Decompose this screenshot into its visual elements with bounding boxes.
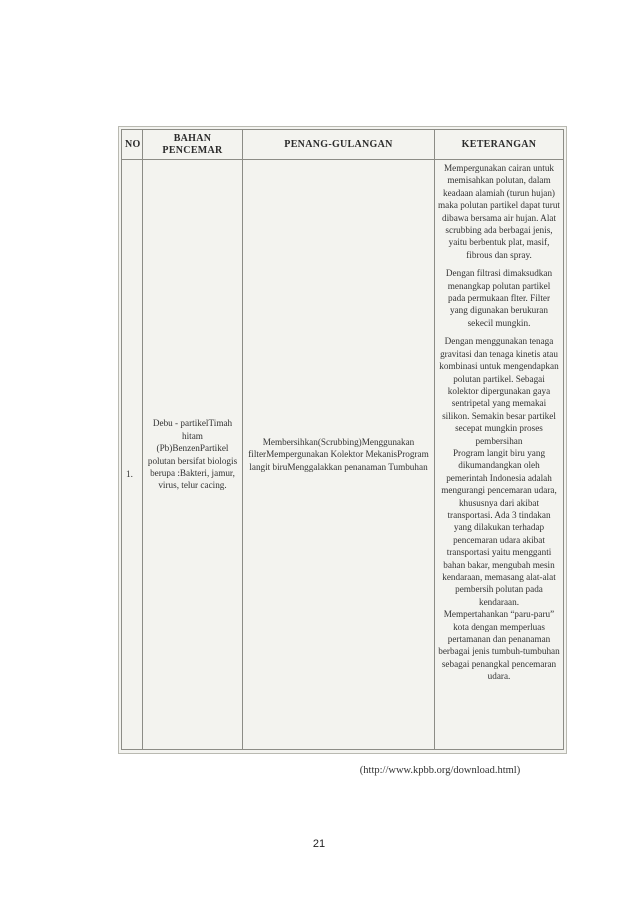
table-header-row	[122, 130, 564, 160]
header-no: NO	[122, 130, 143, 160]
cell-keterangan	[435, 160, 564, 750]
table-row	[122, 160, 564, 750]
header-bahan-line2: PENCEMAR	[162, 144, 223, 156]
page-number: 21	[312, 838, 326, 850]
cell-no: 1.	[122, 160, 143, 750]
source-citation: (http://www.kpbb.org/download.html)	[359, 765, 521, 776]
pollutant-table	[121, 129, 564, 750]
cell-penanggulangan: Membersihkan(Scrubbing)Menggunakan filterMempergunakan Kolektor MekanisProgram langit biruMenggalakkan penanaman Tumbuhan	[243, 160, 435, 750]
keterangan-paragraph: Dengan filtrasi dimaksudkan menangkap polutan partikel pada permukaan flter. Filter yang digunakan berukuran sekecil mungkin.	[445, 268, 553, 328]
header-bahan-pencemar	[143, 130, 243, 160]
header-bahan-line1: BAHAN	[173, 132, 212, 144]
keterangan-paragraph: Mempertahankan “paru-paru” kota dengan memperluas pertamanan dan penanaman berbagai jenis tumbuh-tumbuhan sebagai penangkal pencemaran udara.	[438, 609, 560, 682]
keterangan-paragraph: Dengan menggunakan tenaga gravitasi dan tenaga kinetis atau kombinasi untuk mengendapkan polutan partikel. Sebagai kolektor dipergunakan gaya sentripetal yang memakai silikon. Semakin besar partikel secepat mungkin proses pembersihan	[439, 336, 559, 446]
keterangan-paragraph: Mempergunakan cairan untuk memisahkan polutan, dalam keadaan alamiah (turun hujan) maka polutan partikel dapat turut dibawa bersama air hujan. Alat scrubbing ada berbagai jenis, yaitu berbentuk plat, masif, fibrous dan spray.	[438, 163, 560, 260]
cell-bahan-pencemar: Debu - partikelTimah hitam (Pb)BenzenPartikel polutan bersifat biologis berupa :Bakteri, jamur, virus, telur cacing.	[143, 160, 243, 750]
header-penanggulangan: PENANG-GULANGAN	[243, 130, 435, 160]
keterangan-paragraph: Program langit biru yang dikumandangkan oleh pemerintah Indonesia adalah mengurangi pencemaran udara, khususnya dari akibat transportasi. Ada 3 tindakan yang dilakukan terhadap pencemaran udara akibat transportasi yaitu mengganti bahan bakar, mengubah mesin kendaraan, memasang alat-alat pembersih polutan pada kendaraan.	[441, 447, 557, 607]
header-keterangan: KETERANGAN	[435, 130, 564, 160]
